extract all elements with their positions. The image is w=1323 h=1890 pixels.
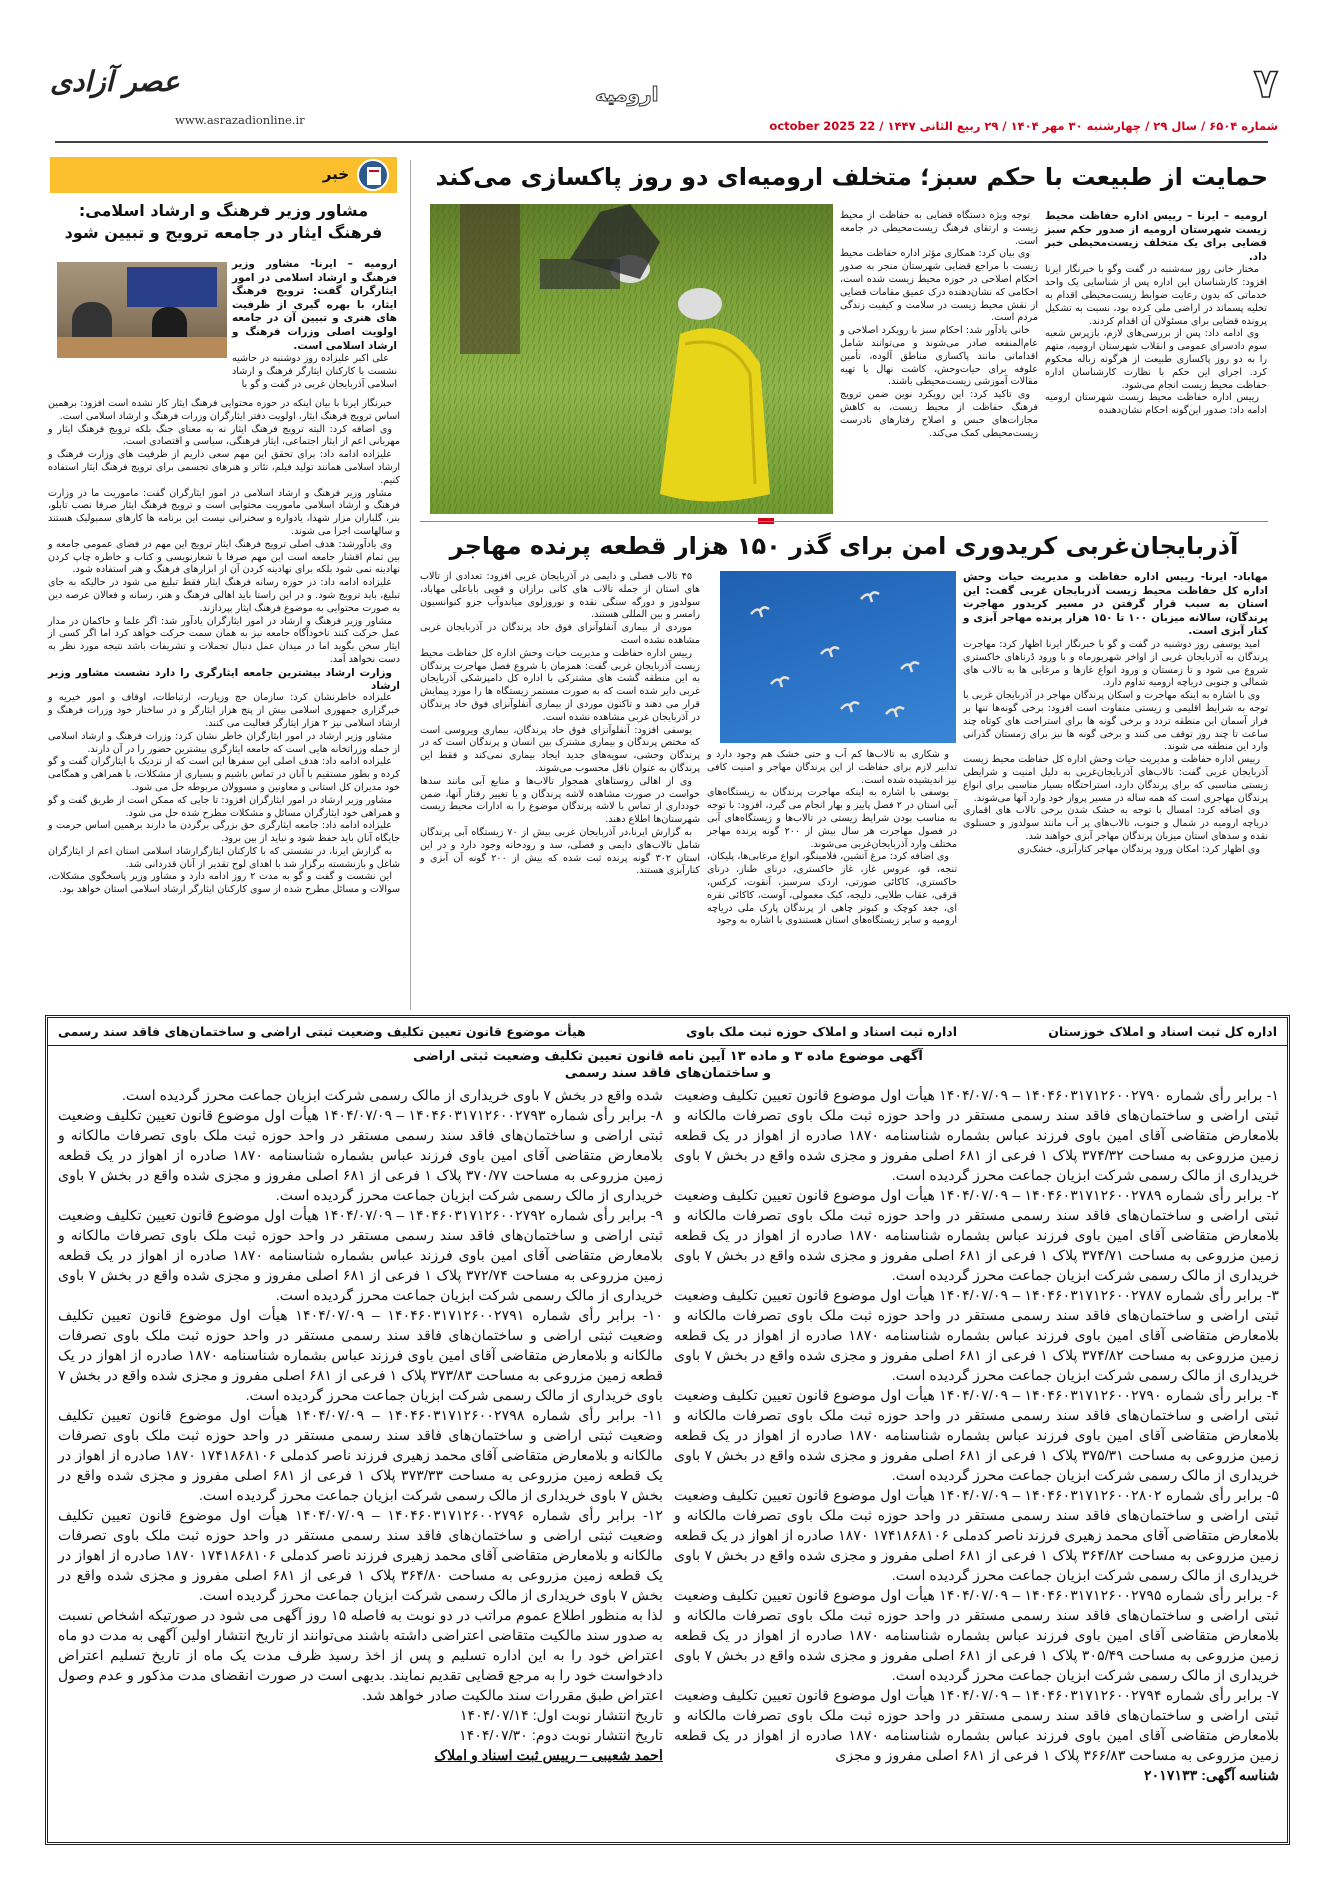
ad-right-column xyxy=(674,1086,1279,1786)
paragraph: خانی یادآور شد: احکام سبز با رویکرد اصلاحی و عام‌المنفعه صادر می‌شوند و می‌توانند شامل اقداماتی مانند پاکسازی مناطق آلوده، تأمین علوفه برای حیات‌وحش، کاشت نهال یا تهیه مقالات آموزشی زیست‌محیطی باشند. xyxy=(840,325,1038,388)
kicker-banner xyxy=(50,157,397,193)
masthead-divider xyxy=(55,141,1268,143)
paragraph: ۸- برابر رأی شماره ۱۴۰۴۶۰۳۱۷۱۲۶۰۰۲۷۹۳ – ۱۴۰۴/۰۷/۰۹ هیأت اول موضوع قانون تعیین تکلیف وضعیت ثبتی اراضی و ساختمان‌های فاقد سند رسمی مستقر در واحد حوزه ثبت ملک باوی تصرفات مالکانه و بلامعارض متقاضی آقای امین باوی فرزند عباس بشماره شناسنامه ۱۸۷۰ صادره از اهواز در یک قطعه زمین مزروعی به مساحت ۳۷۰/۷۷ پلاک ۱ فرعی از ۶۸۱ اصلی مفروز و مجزی شده واقع در بخش ۷ باوی خریداری از مالک رسمی شرکت ابزیان جماعت محرز گردیده است. xyxy=(58,1108,664,1204)
paragraph: علیزاده ادامه داد: جامعه ایثارگری حق بزرگی برگردن ما دارند برهمین اساس حرمت و جایگاه آنان باید حفظ شود و نباید از بین برود. xyxy=(48,820,400,845)
paragraph: خبرنگار ایرنا با بیان اینکه در حوزه محتوایی فرهنگ ایثار کار نشده است افزود: برهمین اساس ترویج فرهنگ ایثار، اولویت دفتر ایثارگران وزرات فرهنگ و ارشاد اسلامی است. xyxy=(48,398,400,422)
article2-title: مشاور وزیر فرهنگ و ارشاد اسلامی: فرهنگ ایثار در جامعه ترویج و تبیین شود xyxy=(64,201,383,242)
section-divider xyxy=(420,521,1268,522)
paragraph: ۲- برابر رأی شماره ۱۴۰۴۶۰۳۱۷۱۲۶۰۰۲۷۸۹ – ۱۴۰۴/۰۷/۰۹ هیأت اول موضوع قانون تعیین تکلیف وضعیت ثبتی اراضی و ساختمان‌های فاقد سند رسمی مستقر در واحد حوزه ثبت ملک باوی تصرفات مالکانه و بلامعارض متقاضی آقای امین باوی فرزند عباس بشماره شناسنامه ۱۸۷۰ صادره از اهواز در یک قطعه زمین مزروعی به مساحت ۳۷۴/۷۱ پلاک ۱ فرعی از ۶۸۱ اصلی مفروز و مجزی شده واقع در بخش ۷ باوی خریداری از مالک رسمی شرکت ابزیان جماعت محرز گردیده است. xyxy=(674,1188,1280,1284)
bird-icon xyxy=(771,677,789,687)
kicker-label: خبر xyxy=(322,165,349,183)
issue-line: شماره ۶۵۰۴ / سال ۲۹ / چهارشنبه ۳۰ مهر ۱۴۰۴ / ۲۹ ربیع الثانی ۱۴۴۷ / 22 october 2025 xyxy=(769,119,1278,133)
article3-title: آذربایجان‌غربی کریدوری امن برای گذر ۱۵۰ هزار قطعه پرنده مهاجر xyxy=(449,532,1239,560)
ad-header-right: اداره کل ثبت اسناد و املاک خوزستان xyxy=(1048,1024,1277,1039)
paragraph: یوسفی با اشاره به اینکه مهاجرت پرندگان به زیستگاه‌های آبی استان در ۲ فصل پاییز و بهار انجام می گیرد، افزود: با توجه به مناسب بودن شرایط زیستی در تالاب‌ها و زیستگاه‌های آبی در فصول مهاجرت هر سال بیش از ۲۰۰ گونه پرنده مهاجر مختلف وارد آذربایجان‌غربی می‌شوند. xyxy=(707,787,957,850)
paragraph: ۱- برابر رأی شماره ۱۴۰۴۶۰۳۱۷۱۲۶۰۰۲۷۹۰ – ۱۴۰۴/۰۷/۰۹ هیأت اول موضوع قانون تعیین تکلیف وضعیت ثبتی اراضی و ساختمان‌های فاقد سند رسمی مستقر در واحد حوزه ثبت ملک باوی تصرفات مالکانه و بلامعارض متقاضی آقای امین باوی فرزند عباس بشماره شناسنامه ۱۸۷۰ صادره از اهواز در یک قطعه زمین مزروعی به مساحت ۳۷۴/۳۲ پلاک ۱ فرعی از ۶۸۱ اصلی مفروز و مجزی شده واقع در بخش ۷ باوی خریداری از مالک رسمی شرکت ابزیان جماعت محرز گردیده است. xyxy=(674,1088,1280,1184)
paragraph: علیزاده ادامه داد: هدف اصلی این سفرها این است که از نزدیک با ایثارگران گفت و گو کرده و بطور مستقیم با آنان در تماس باشیم و بسیاری از مشکلات، با همراهی و همگامی خود مدیران کل استانی و معاونین و مسوولان مربوطه حل می شود. xyxy=(48,756,400,793)
logo: عصر آزادی xyxy=(50,65,180,98)
paragraph: مشاور وزیر ارشاد در امور ایثارگران افزود: تا جایی که ممکن است از طریق گفت و گو و همراهی خود ایثارگران مسائل و مشکلات مطرح شده حل می شود. xyxy=(48,794,400,819)
paragraph: امید یوسفی روز دوشنبه در گفت و گو با خبرنگار ایرنا اظهار کرد: مهاجرت پرندگان به آذربایجان غربی از اواخر شهریورماه و با ورود دُرناهای خاکستری شروع می شود و تا زمستان و ورود انواع غازها و مرغابی ها به تالاب های شمالی و جنوبی دریاچه ارومیه تداوم دارد. xyxy=(963,638,1268,689)
paragraph: ۱۱- برابر رأی شماره ۱۴۰۴۶۰۳۱۷۱۲۶۰۰۲۷۹۸ – ۱۴۰۴/۰۷/۰۹ هیأت اول موضوع قانون تعیین تکلیف وضعیت ثبتی اراضی و ساختمان‌های فاقد سند رسمی مستقر در واحد حوزه ثبت ملک باوی تصرفات مالکانه و بلامعارض متقاضی آقای محمد زهیری فرزند ناصر کدملی ۱۷۴۱۸۶۸۱۰۶ ۱۸۷۰ صادره از اهواز در یک قطعه زمین مزروعی به مساحت ۳۷۳/۳۳ پلاک ۱ فرعی از ۶۸۱ اصلی مفروز و مجزی شده واقع در بخش ۷ باوی خریداری از مالک رسمی شرکت ابزیان جماعت محرز گردیده است. xyxy=(58,1408,663,1504)
publish-date-first: تاریخ انتشار نوبت اول: ۱۴۰۴/۰۷/۱۴ xyxy=(459,1708,663,1724)
paragraph: رییس اداره حفاظت محیط زیست شهرستان ارومیه ادامه داد: صدور این‌گونه احکام نشان‌دهنده xyxy=(1045,392,1267,417)
ad-items-left xyxy=(58,1086,663,1706)
ad-header-divider xyxy=(48,1045,1287,1046)
birds-photo-illustration xyxy=(720,571,956,743)
paragraph: ۹- برابر رأی شماره ۱۴۰۴۶۰۳۱۷۱۲۶۰۰۲۷۹۲ – ۱۴۰۴/۰۷/۰۹ هیأت اول موضوع قانون تعیین تکلیف وضعیت ثبتی اراضی و ساختمان‌های فاقد سند رسمی مستقر در واحد حوزه ثبت ملک باوی تصرفات مالکانه و بلامعارض متقاضی آقای امین باوی فرزند عباس بشماره شناسنامه ۱۸۷۰ صادره از اهواز در یک قطعه زمین مزروعی به مساحت ۳۷۲/۷۴ پلاک ۱ فرعی از ۶۸۱ اصلی مفروز و مجزی شده واقع در بخش ۷ باوی خریداری از مالک رسمی شرکت ابزیان جماعت محرز گردیده است. xyxy=(58,1208,664,1304)
paragraph: رییس اداره حفاظت و مدیریت حیات وحش اداره کل حفاظت محیط زیست آذربایجان غربی گفت: تالاب‌های آذربایجان‌غربی به دلیل امنیت و شرایطی زیستی مناسبی که برای پرندگان دارد، استراحتگاه بسیار مناسبی برای انواع پرندگان مهاجری است که همه ساله در مسیر پرواز خود وارد آنها می‌شوند. xyxy=(963,754,1268,804)
paragraph: به گزارش ایرنا، در نشستی که با کارکنان ایثارگرارشاد اسلامی استان اعم از ایثارگران شاغل و بازنشسته برگزار شد با اهدای لوح تقدیر از آنان قدردانی شد. xyxy=(48,845,400,870)
paragraph: به گزارش ایرنا،در آذربایجان غربی بیش از ۷۰ زیستگاه آبی پرندگان شامل تالاب‌های دایمی و فصلی، سد و رودخانه وجود دارد و در این استان ۳۰۲ گونه پرنده ثبت شده که بیش از ۲۰۰ گونه آن آبزی و کنارآبزی هستند. xyxy=(420,826,700,877)
paragraph: ۳- برابر رأی شماره ۱۴۰۴۶۰۳۱۷۱۲۶۰۰۲۷۸۷ – ۱۴۰۴/۰۷/۰۹ هیأت اول موضوع قانون تعیین تکلیف وضعیت ثبتی اراضی و ساختمان‌های فاقد سند رسمی مستقر در واحد حوزه ثبت ملک باوی تصرفات مالکانه و بلامعارض متقاضی آقای امین باوی فرزند عباس بشماره شناسنامه ۱۸۷۰ صادره از اهواز در یک قطعه زمین مزروعی به مساحت ۳۷۴/۸۲ پلاک ۱ فرعی از ۶۸۱ اصلی مفروز و مجزی شده واقع در بخش ۷ باوی خریداری از مالک رسمی شرکت ابزیان جماعت محرز گردیده است. xyxy=(674,1288,1280,1384)
section-title: ارومیه xyxy=(595,82,659,106)
paragraph: وی بیان کرد: همکاری مؤثر اداره حفاظت محیط زیست با مراجع قضایی شهرستان منجر به صدور احکام اصلاحی در حوزه محیط زیست شده است، احکامی که نشان‌دهنده درک عمیق مقامات قضایی از نقش محیط زیست در سلامت و کیفیت زندگی مردم است. xyxy=(840,248,1038,324)
article2-side-body xyxy=(232,353,397,391)
article1-body-col1 xyxy=(1045,264,1267,418)
bird-icon xyxy=(841,702,859,712)
paragraph: توجه ویژه دستگاه قضایی به حفاظت از محیط زیست و ارتقای فرهنگ زیست‌محیطی در جامعه است. xyxy=(840,210,1038,247)
paragraph: مشاور وزیر فرهنگ و ارشاد در امور ایثارگران یادآور شد: اگر علما و حاکمان در مدار عمل حرکت کنند ناخودآگاه جامعه نیز به همان سمت حرکت خواهد کرد اما اگر کسی از ایثار سخن بگوید اما در میدان عمل دنبال تجملات و تشریفات باشد نتیجه مورد نظر به دست نخواهد آمد. xyxy=(48,615,400,665)
cleanup-photo-illustration xyxy=(430,204,833,514)
paragraph: علیزاده خاطرنشان کرد: سازمان حج وزیارت، ارتباطات، اوقاف و امور خیریه و خبرگزاری جمهوری اسلامی بیش از پنج هزار ایثارگر و در ساختار خود وزرات فرهنگ و ارشاد اسلامی نیز ۲ هزار ایثارگر فعالیت می کنند. xyxy=(48,692,400,729)
paragraph: وی اضافه کرد: مرغ آتشین، فلامینگو، انواع مرغابی‌ها، پلیکان، تنجه، قو، عروس غاز، غاز خاکستری، درنای طناز، درنای خاکستری، کاکائی صورتی، اردک سرسبز، آنقوت، کرکس، قرقی، عقاب طلایی، دلیجه، کبک معمولی، آوست، کاکائی نقره ای، جغد کوچک و کبوتر چاهی از پرندگان پارک ملی دریاچه ارومیه و سایر زیستگاه‌های استان هستندوی با اشاره به وجود xyxy=(707,851,957,927)
article1-photo xyxy=(430,204,833,514)
article2-lead: ارومیه – ایرنا- مشاور وزیر فرهنگ و ارشاد اسلامی در امور ایثارگران گفت: ترویج فرهنگ ایثار، با بهره گیری از ظرفیت های هنری و تبیین آن در جامعه اولویت اصلی وزرات فرهنگ و ارشاد اسلامی است. xyxy=(232,258,397,352)
paragraph: ۴۵ تالاب فصلی و دایمی در آذربایجان غربی افزود: تعدادی از تالاب های استان از جمله تالاب های کانی برازان و قوپی باباعلی مهاباد، سولدوز و دورگه سنگی نقده و نوروزلوی میاندوآب جزو کنوانسیون رامسر و بین المللی هستند. xyxy=(420,571,700,621)
paragraph: علیزاده ادامه داد: در حوزه رسانه فرهنگ ایثار فقط تبلیغ می شود در حالیکه به جای تبلیغ، باید ترویج شود. و در این راستا باید اهالی فرهنگ و هنر، رسانه و فعالان عرصه دین به صورت محتوایی به موضوع فرهنگ ایثار بپردازند. xyxy=(48,577,400,614)
paragraph: ۱۲- برابر رأی شماره ۱۴۰۴۶۰۳۱۷۱۲۶۰۰۲۷۹۶ – ۱۴۰۴/۰۷/۰۹ هیأت اول موضوع قانون تعیین تکلیف وضعیت ثبتی اراضی و ساختمان‌های فاقد سند رسمی مستقر در واحد حوزه ثبت ملک باوی تصرفات مالکانه و بلامعارض متقاضی آقای محمد زهیری فرزند ناصر کدملی ۱۷۴۱۸۶۸۱۰۶ ۱۸۷۰ صادره از اهواز در یک قطعه زمین مزروعی به مساحت ۳۶۴/۸۰ پلاک ۱ فرعی از ۶۸۱ اصلی مفروز و مجزی شده واقع در بخش ۷ باوی خریداری از مالک رسمی شرکت ابزیان جماعت محرز گردیده است. xyxy=(58,1508,663,1604)
bird-icon xyxy=(751,607,769,617)
paragraph: وی یادآورشد: هدف اصلی ترویج فرهنگ ایثار ترویج این مهم در فضای عمومی جامعه و بین تمام اقشار جامعه است این مهم صرفا با شعارنویسی و کتاب و خاطره چاپ کردن نهادینه نمی شود بلکه برای نهادینه کردن آن از ابزارهای فرهنگ و هنر استفاده شود. xyxy=(48,538,400,576)
paragraph: ۱۰- برابر رأی شماره ۱۴۰۴۶۰۳۱۷۱۲۶۰۰۲۷۹۱ – ۱۴۰۴/۰۷/۰۹ هیأت اول موضوع قانون تعیین تکلیف وضعیت ثبتی اراضی و ساختمان‌های فاقد سند رسمی مستقر در واحد حوزه ثبت ملک باوی تصرفات مالکانه و بلامعارض متقاضی آقای امین باوی فرزند عباس بشماره شناسنامه ۱۸۷۰ صادره از اهواز در یک قطعه زمین مزروعی به مساحت ۳۷۳/۸۳ پلاک ۱ فرعی از ۶۸۱ اصلی مفروز و مجزی شده واقع در بخش ۷ باوی خریداری از مالک رسمی شرکت ابزیان جماعت محرز گردیده است. xyxy=(58,1308,664,1404)
bird-icon xyxy=(886,707,904,717)
paragraph: ۷- برابر رأی شماره ۱۴۰۴۶۰۳۱۷۱۲۶۰۰۲۷۹۴ – ۱۴۰۴/۰۷/۰۹ هیأت اول موضوع قانون تعیین تکلیف وضعیت ثبتی اراضی و ساختمان‌های فاقد سند رسمی مستقر در واحد حوزه ثبت ملک باوی تصرفات مالکانه و بلامعارض متقاضی آقای امین باوی فرزند عباس بشماره شناسنامه ۱۸۷۰ صادره از اهواز در یک قطعه زمین مزروعی به مساحت ۳۶۶/۸۳ پلاک ۱ فرعی از ۶۸۱ اصلی مفروز و مجزی xyxy=(674,1688,1280,1764)
table xyxy=(57,337,227,358)
newspaper-icon xyxy=(357,159,389,191)
paragraph: ۶- برابر رأی شماره ۱۴۰۴۶۰۳۱۷۱۲۶۰۰۲۷۹۵ – ۱۴۰۴/۰۷/۰۹ هیأت اول موضوع قانون تعیین تکلیف وضعیت ثبتی اراضی و ساختمان‌های فاقد سند رسمی مستقر در واحد حوزه ثبت ملک باوی تصرفات مالکانه و بلامعارض متقاضی آقای امین باوی فرزند عباس بشماره شناسنامه ۱۸۷۰ صادره از اهواز در یک قطعه زمین مزروعی به مساحت ۳۰۵/۴۹ پلاک ۱ فرعی از ۶۸۱ اصلی مفروز و مجزی شده واقع در بخش ۷ باوی خریداری از مالک رسمی شرکت ابزیان جماعت محرز گردیده است. xyxy=(674,1588,1280,1684)
paragraph: وی ادامه داد: پس از بررسی‌های لازم، بازپرس شعبه سوم دادسرای عمومی و انقلاب شهرستان ارومیه، متهم را به دو روز پاکسازی طبیعت از هرگونه زباله محکوم کرد. اجرای این حکم با نظارت کارشناسان اداره حفاظت محیط زیست انجام می‌شود. xyxy=(1045,328,1267,391)
paragraph: وی تاکید کرد: این رویکرد نوین ضمن ترویج فرهنگ حفاظت از محیط زیست، به کاهش مجازات‌های حبس و اصلاح رفتارهای نادرست زیست‌محیطی کمک می‌کند. xyxy=(840,389,1038,439)
ad-left-column xyxy=(58,1086,663,1766)
article3-body-col2 xyxy=(707,749,957,928)
paragraph: علیزاده ادامه داد: برای تحقق این مهم سعی داریم از ظرفیت های وزارت فرهنگ و ارشاد اسلامی همانند تولید فیلم، تئاتر و هنرهای تجسمی برای ترویج فرهنگ ایثار استفاده کنیم. xyxy=(48,449,400,486)
article2-body xyxy=(48,398,400,897)
article1-body-col2 xyxy=(840,210,1038,440)
bird-icon xyxy=(861,592,879,602)
paragraph: وی با اشاره به اینکه مهاجرت و اسکان پرندگان مهاجر در آذربایجان غربی با توجه به شرایط اقلیمی و زیستی متفاوت است افزود: برخی گونه‌ها تنها بر فراز آسمان این منطقه تردد و برخی گونه ها برای استراحت های کوتاه چند ساعت تا چند روز توقف می کنند و برخی گونه ها نیز برای زمستان گذرانی وارد این منطقه می شوند. xyxy=(963,690,1268,753)
subheading: وزارت ارشاد بیشترین جامعه ایثارگری را دارد نشست مشاور وزیر ارشاد xyxy=(48,666,400,692)
paragraph: وی اضافه کرد: البته ترویج فرهنگ ایثار نه به معنای جنگ بلکه ترویج فرهنگ ایثار و مهربانی اعم از ایثار اجتماعی، ایثار فرهنگی، سیاسی و اقتصادی است. xyxy=(48,423,400,448)
bird-icon xyxy=(821,647,839,657)
article3-body-col1 xyxy=(963,639,1268,857)
paragraph: وی اضافه کرد: امسال با توجه به خشک شدن برخی تالاب های اقماری دریاچه ارومیه در شمال و جنوب، تالاب‌های پر آب مانند سولدوز و حسنلوی نقده و سدهای استان میزبان پرندگان مهاجر آبزی خواهند شد. xyxy=(963,805,1268,842)
paragraph: مشاور وزیر ارشاد در امور ایثارگران خاطر نشان کرد: وزرات فرهنگ و ارشاد اسلامی از جمله وزراتخانه هایی است که جامعه ایثارگری بیشترین حضور را در آن دارند. xyxy=(48,730,400,755)
paragraph: یوسفی افزود: آنفلوآنزای فوق حاد پرندگان، بیماری ویروسی است که مختص پرندگان و بیماری مشترک بین انسان و پرندگان است که در پرندگان وحشی، سویه‌های جدید ایجاد بیماری نمی‌کند و فقط این پرندگان به عنوان ناقل محسوب می‌شوند. xyxy=(420,724,700,774)
paragraph: مشاور وزیر فرهنگ و ارشاد اسلامی در امور ایثارگران گفت: ماموریت ما در وزارت فرهنگ و ارشاد اسلامی ماموریت محتوایی است و ترویج فرهنگ ایثار صرفا نصب تابلو، بنر، گلباران مزار شهدا، یادواره و سخنرانی نیست این برنامه ها کارهای سمبولیک هستند و سالهاست اجرا می شوند. xyxy=(48,487,400,537)
article3-col1 xyxy=(963,571,1268,857)
article1-lead: ارومیه – ایرنا – رییس اداره حفاظت محیط زیست شهرستان ارومیه از صدور حکم سبز قضایی برای یک متخلف زیست‌محیطی خبر داد. xyxy=(1045,210,1267,263)
paragraph: رییس اداره حفاظت و مدیریت حیات وحش اداره کل حفاظت محیط زیست آذربایجان غربی گفت: همزمان با شروع فصل مهاجرت پرندگان به این منطقه گشت های مشترکی با اداره کل دامپزشکی آذربایجان غربی دایر شده است که به صورت مستمر زیستگاه ها را مورد پیمایش قرار می دهند و تاکنون موردی از بیماری آنفلوآنزای فوق حاد پرندگان در آذربایجان غربی مشاهده نشده است. xyxy=(420,647,700,723)
paragraph: و شکاری به تالاب‌ها کم آب و حتی خشک هم وجود دارد و تدابیر لازم برای حفاظت از این پرندگان مهاجر و امنیت کافی نیز اندیشیده شده است. xyxy=(707,749,957,786)
paragraph: وی اظهار کرد: امکان ورود پرندگان مهاجر کنارآبزی، خشک‌زی xyxy=(1017,843,1260,855)
article3-lead: مهاباد- ایرنا- رییس اداره حفاظت و مدیریت حیات وحش اداره کل حفاظت محیط زیست آذربایجان غربی گفت: این استان به سبب قرار گرفتن در مسیر کریدور مهاجرت پرندگان، سالانه میزبان ۱۰۰ تا ۱۵۰ هزار پرنده مهاجر آبزی و کنار آبزی است. xyxy=(963,571,1268,638)
paragraph: لذا به منظور اطلاع عموم مراتب در دو نوبت به فاصله ۱۵ روز آگهی می شود در صورتیکه اشخاص نسبت به صدور سند مالکیت متقاضی اعتراضی داشته باشند می‌توانند از تاریخ انتشار اولین آگهی به مدت دو ماه اعتراض خود را به این اداره تسلیم و پس از اخذ رسید ظرف مدت یک ماه از تاریخ تسلیم اعتراض دادخواست خود را به مرجع قضایی تقدیم نمایند. بدیهی است در صورت انقضای مدت مذکور و عدم وصول اعتراض طبق مقررات سند مالکیت صادر خواهد شد. xyxy=(58,1608,663,1704)
article2-photo xyxy=(57,262,227,358)
paragraph: علی اکبر علیزاده روز دوشنبه در حاشیه نشست با کارکنان ایثارگر فرهنگ و ارشاد اسلامی آذربایجان غربی در گفت و گو با xyxy=(232,353,397,390)
page-number: ۷ xyxy=(1253,61,1278,107)
bird-icon xyxy=(901,662,919,672)
website-link[interactable]: www.asrazadionline.ir xyxy=(175,113,305,127)
paragraph: ۵- برابر رأی شماره ۱۴۰۴۶۰۳۱۷۱۲۶۰۰۲۸۰۲ – ۱۴۰۴/۰۷/۰۹ هیأت اول موضوع قانون تعیین تکلیف وضعیت ثبتی اراضی و ساختمان‌های فاقد سند رسمی مستقر در واحد حوزه ثبت ملک باوی تصرفات مالکانه و بلامعارض متقاضی آقای محمد زهیری فرزند ناصر کدملی ۱۷۴۱۸۶۸۱۰۶ ۱۸۷۰ صادره از اهواز در یک قطعه زمین مزروعی به مساحت ۳۶۴/۸۲ پلاک ۱ فرعی از ۶۸۱ اصلی مفروز و مجزی شده واقع در بخش ۷ باوی خریداری از مالک رسمی شرکت ابزیان جماعت محرز گردیده است. xyxy=(674,1488,1280,1584)
paragraph: این نشست و گفت و گو به مدت ۲ روز ادامه دارد و مشاور وزیر پاسخگوی مشکلات، سوالات و مسائل مطرح شده از سوی کارکنان ایثارگر ارشاد اسلامی استان خواهد بود. xyxy=(48,871,400,896)
ad-id: شناسه آگهی: ۲۰۱۷۱۳۳ xyxy=(1144,1768,1279,1784)
ad-signature: احمد شعیبی – رییس ثبت اسناد و املاک xyxy=(434,1748,663,1764)
article3-body-col3 xyxy=(420,571,700,878)
paragraph: وی از اهالی روستاهای همجوار تالاب‌ها و منابع آبی مانند سدها خواست در صورت مشاهده لاشه پرندگان و یا تغییر رفتار آنها، ضمن خودداری از تماس با لاشه پرندگان موضوع را به ادارات محیط زیست شهرستان‌ها اطلاع دهند. xyxy=(420,775,700,826)
publish-date-second: تاریخ انتشار نوبت دوم: ۱۴۰۴/۰۷/۳۰ xyxy=(459,1728,663,1744)
column-divider xyxy=(410,160,411,1010)
paragraph: موردی از بیماری آنفلوآنزای فوق حاد پرندگان در آذربایجان غربی مشاهده نشده است xyxy=(420,622,700,646)
ad-subtitle: آگهی موضوع ماده ۳ و ماده ۱۳ آیین نامه قانون تعیین تکلیف وضعیت ثبتی اراضی و ساختمان‌های فاقد سند رسمی xyxy=(413,1049,923,1081)
paragraph: شده واقع در بخش ۷ باوی خریداری از مالک رسمی شرکت ابزیان جماعت محرز گردیده است. xyxy=(121,1088,663,1104)
ad-items-right xyxy=(674,1086,1279,1766)
article2-side xyxy=(232,258,397,392)
paragraph: ۴- برابر رأی شماره ۱۴۰۴۶۰۳۱۷۱۲۶۰۰۲۷۹۰ – ۱۴۰۴/۰۷/۰۹ هیأت اول موضوع قانون تعیین تکلیف وضعیت ثبتی اراضی و ساختمان‌های فاقد سند رسمی مستقر در واحد حوزه ثبت ملک باوی تصرفات مالکانه و بلامعارض متقاضی آقای امین باوی فرزند عباس بشماره شناسنامه ۱۸۷۰ صادره از اهواز در یک قطعه زمین مزروعی به مساحت ۳۷۵/۳۱ پلاک ۱ فرعی از ۶۸۱ اصلی مفروز و مجزی شده واقع در بخش ۷ باوی خریداری از مالک رسمی شرکت ابزیان جماعت محرز گردیده است. xyxy=(674,1388,1280,1484)
article3-photo xyxy=(720,571,956,743)
legal-notice xyxy=(45,1015,1290,1845)
article1-title: حمایت از طبیعت با حکم سبز؛ متخلف ارومیه‌ای دو روز پاکسازی می‌کند xyxy=(435,163,1268,191)
paragraph: مختار خانی روز سه‌شنبه در گفت وگو با خبرنگار ایرنا افزود: کارشناسان این اداره پس از شناسایی یک واحد خدماتی که بدون رعایت ضوابط زیست‌محیطی اقدام به تخلیه پسماند در اراضی ملی کرده بود، نسبت به تشکیل پرونده قضایی برای مسئولان آن اقدام کردند. xyxy=(1045,264,1267,327)
banner-in-photo xyxy=(127,267,217,307)
ad-header-left: هیأت موضوع قانون تعیین تکلیف وضعیت ثبتی اراضی و ساختمان‌های فاقد سند رسمی xyxy=(58,1024,586,1039)
article1-col1 xyxy=(1045,210,1267,418)
ad-header-middle: اداره ثبت اسناد و املاک حوزه ثبت ملک باوی xyxy=(686,1024,957,1039)
